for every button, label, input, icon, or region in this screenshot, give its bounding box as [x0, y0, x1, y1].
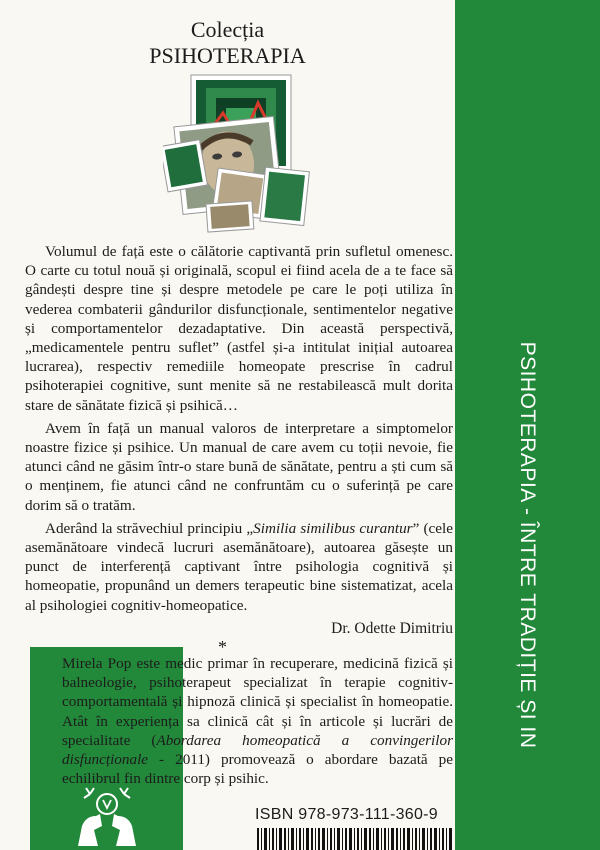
isbn-number: ISBN 978-973-111-360-9 [255, 806, 439, 823]
description-paragraph-3 [25, 519, 453, 615]
series-title: PSIHOTERAPIA [149, 43, 306, 68]
series-label: Colecția [190, 17, 265, 42]
foreword-signature: Dr. Odette Dimitriu [331, 620, 453, 637]
collection-emblem-image [163, 73, 313, 233]
author-bio [62, 654, 453, 788]
emblem-bottom-photo [206, 201, 254, 232]
emblem-small-photo-left [163, 140, 207, 192]
author-bio-end: - 2011) promovează o abordare bazată pe echilibrul fin dintre corp și psihic. [62, 751, 453, 788]
author-book-title: Abordarea homeopatică a convingerilor disfuncționale [62, 731, 453, 769]
description-text [25, 242, 453, 619]
publisher-logo-icon [72, 786, 142, 850]
description-paragraph-1: Volumul de față este o călătorie captivantă prin sufletul omenesc. O carte cu totul nouă și originală, scopul ei fiind acela de a te face să gândești despre tine și despre metodele pe care le poți utiliza în vederea combaterii gândurilor disfuncționale, sentimentelor negative și comportamentelor dezadaptative. Din această perspectivă, „medicamentele pentru suflet” (astfel și-a intitulat inițial autoarea lucrarea), respectiv remediile homeopate prescrise în cadrul psihoterapiei cognitive, sunt menite să ne restabilească mult dorita stare de sănătate fizică și psihică… [25, 243, 453, 414]
description-paragraph-2: Avem în față un manual valoros de interpretare a simptomelor noastre fizice și psihice. Un manual de care avem cu toții nevoie, fie atunci când ne găsim într-o stare bună de sănătate, pentru a ști cum să o menținem, fie atunci când ne confruntăm cu o suferință pe care dorim să o tratăm. [25, 419, 453, 514]
paragraph-3-start: Aderând la străvechiul principiu „ [45, 519, 254, 537]
barcode-image [257, 828, 453, 850]
spine-title: PSIHOTERAPIA - ÎNTRE TRADIȚIE ȘI IN [516, 341, 539, 749]
latin-principle: Similia similibus curantur [253, 519, 413, 537]
paragraph-3-end: ” (cele asemănătoare vindecă lucruri asemănătoare), autoarea găsește un punct de interferență captivant între psihologia cognitivă și homeopatie, propunând un demers terapeutic bine sistematizat, acela al psihologiei cognitiv-homeopatice. [25, 519, 453, 614]
author-bio-start: Mirela Pop este medic primar în recuperare, medicină fizică și balneologie, psihoterapeut specializat în terapie cognitiv-comportamentală și hipnoză clinică și specialist în homeopatie. Atât în experiența sa clinică cât și în articole și lucrări de specialitate ( [62, 655, 453, 749]
section-separator: * [218, 637, 227, 657]
emblem-small-photo-right [260, 167, 309, 225]
